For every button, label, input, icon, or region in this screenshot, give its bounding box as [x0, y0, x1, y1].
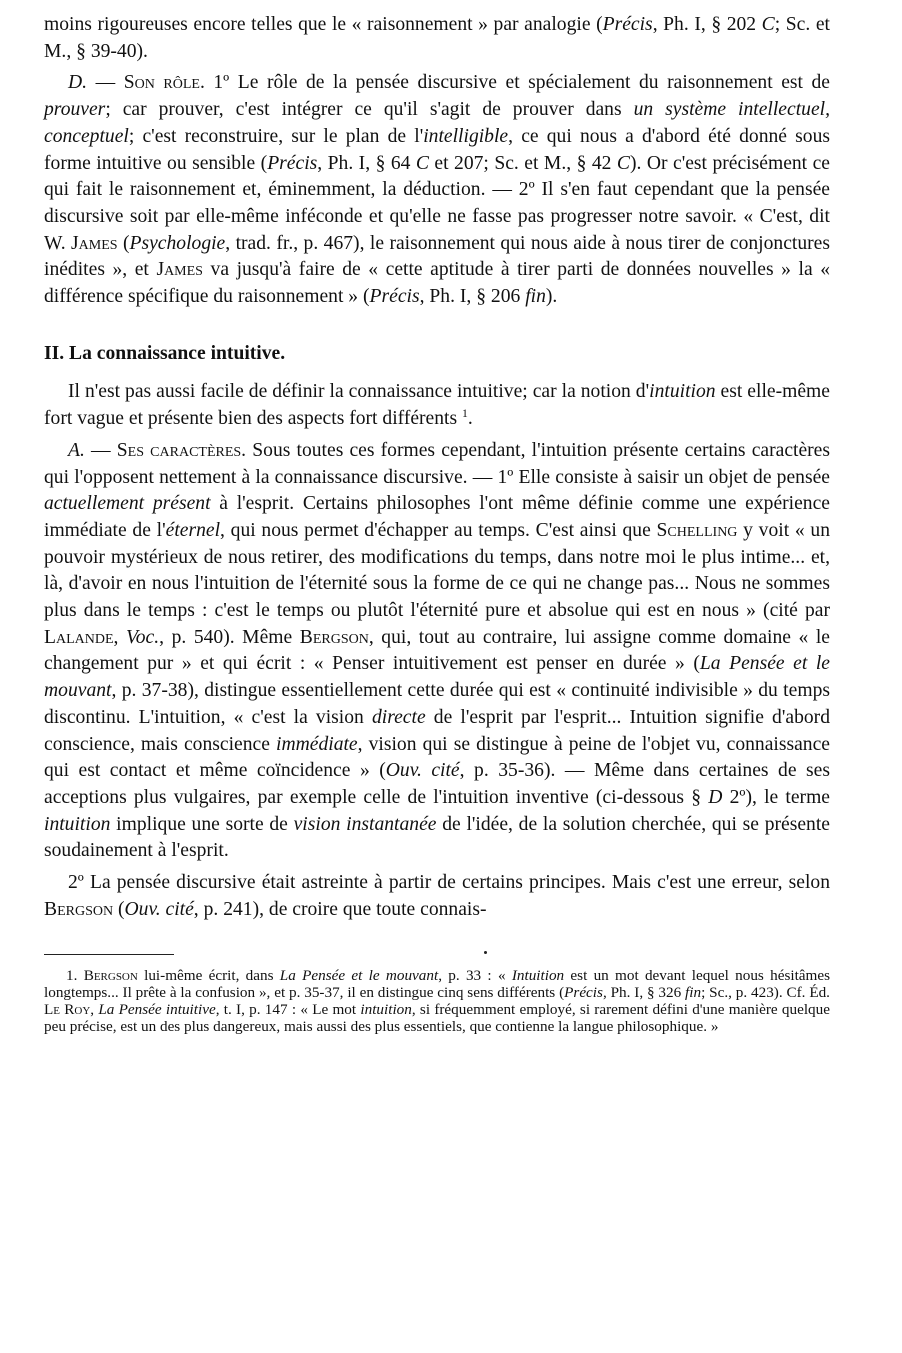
text-run: 2º La pensée discursive était astreinte à partir de certains principes. Mais c'est une erreur, selon	[68, 872, 830, 894]
italic-run: intuition	[649, 381, 716, 403]
italic-run: Voc.	[125, 626, 160, 648]
italic-run: Psychologie	[129, 232, 226, 254]
text-run: 1º Le rôle de la pensée discursive et spécialement du raisonnement est de	[204, 72, 830, 94]
text-run: , si fréquemment employé, si rarement défini d'une manière quelque peu précise, est un des plus dangereux, mais aussi des plus essentiels, que contienne la langue philosophique. »	[44, 1000, 830, 1036]
text-run: et 207; Sc. et M., § 42	[428, 152, 617, 174]
author-name: Bergson	[44, 898, 114, 920]
author-name: James	[71, 232, 118, 254]
text-run: , p. 540). Même	[159, 626, 300, 648]
text-run: , Ph. I, § 202	[652, 14, 762, 35]
footnote-ref: 1	[462, 407, 468, 421]
paragraph-son-role	[44, 70, 830, 310]
italic-run: Ouv. cité	[124, 898, 194, 920]
section-title: Son rôle.	[123, 72, 205, 94]
text-run: , trad. fr., p. 467), le raisonnement qui nous aide à nous tirer de conjonctures inédites », et	[44, 232, 830, 281]
author-name: Schelling	[656, 519, 738, 541]
italic-run: La Pensée et le mouvant	[279, 966, 439, 984]
italic-run: C	[415, 152, 429, 174]
footnote-divider	[44, 954, 174, 955]
section-label: D.	[68, 72, 88, 94]
section-title: Ses caractères.	[116, 439, 247, 461]
text-run: est un mot devant lequel nous hésitâmes longtemps... Il prête à la confusion », et p. 35-37, il en distingue cinq sens différents (	[44, 966, 830, 1001]
author-name: Bergson	[299, 626, 369, 648]
italic-run: vision instantanée	[293, 813, 437, 835]
text-run: y voit « un pouvoir mystérieux de nous retirer, des modifications du temps, dans notre moi le plus intime... et, là, d'avoir en nous l'intuition de l'éternité sous la forme de ce qui ne change pas... Nous ne sommes plus dans le temps : c'est le temps ou plutôt l'éternité pure et absolue qui est en nous » (cité par	[44, 519, 830, 622]
italic-run: Précis	[267, 152, 318, 174]
text-run: (	[113, 898, 125, 920]
italic-run: directe	[371, 706, 426, 728]
italic-run: Précis	[564, 983, 603, 1001]
text-run: ; Sc., p. 423). Cf. Éd.	[701, 983, 830, 1001]
text-run: , p. 35-36). — Même dans certaines de ses acceptions plus vulgaires, par exemple celle de l'intuition inventive (ci-dessous §	[44, 760, 830, 808]
section-label: A.	[68, 439, 85, 461]
text-run: , vision qui se distingue à peine de l'objet vu, connaissance qui est contact et même coïncidence » (	[44, 733, 830, 782]
text-run: , qui, tout au contraire, lui assigne comme domaine « le changement pur » et qui écrit : « Penser intuitivement est penser en durée » (	[44, 626, 831, 675]
text-run: ,	[90, 1000, 99, 1018]
paragraph-analogy-end	[44, 12, 830, 65]
text-run: , p. 33 : «	[438, 966, 512, 984]
italic-run: un système intellectuel, conceptuel	[44, 99, 830, 147]
italic-run: intuition	[360, 1000, 412, 1018]
text-run: , p. 37-38), distingue essentiellement cette durée qui est « continuité indivisible » du temps discontinu. L'intuition, « c'est la vision	[44, 680, 830, 728]
text-run: Sous toutes ces formes cependant, l'intuition présente certains caractères qui l'opposent nettement à la connaissance discursive. — 1º Elle consiste à saisir un objet de pensée	[44, 439, 831, 488]
italic-run: Précis	[602, 14, 653, 35]
text-run: —	[84, 439, 117, 461]
footnote	[44, 967, 830, 1036]
italic-run: D	[708, 786, 723, 808]
text-run: est elle-même fort vague et présente bien des aspects fort différents	[44, 381, 830, 430]
divider-dot	[484, 951, 487, 954]
italic-run: Intuition	[511, 966, 565, 984]
text-run: , ce qui nous a d'abord été donné sous forme intuitive ou sensible (	[44, 125, 831, 174]
text-run: , Ph. I, § 326	[602, 983, 686, 1001]
text-run: moins rigoureuses encore telles que le « raisonnement » par analogie (	[44, 14, 603, 35]
text-run: ; c'est reconstruire, sur le plan de l'	[128, 125, 424, 147]
section-heading: II. La connaissance intuitive.	[44, 342, 286, 364]
text-run: , Ph. I, § 64	[317, 152, 416, 174]
author-name: James	[156, 259, 203, 281]
italic-run: C	[761, 14, 775, 35]
text-run: , Ph. I, § 206	[419, 286, 526, 308]
text-run: —	[87, 72, 124, 94]
italic-run: prouver	[44, 99, 106, 121]
page	[44, 12, 830, 1035]
text-run: ,	[113, 626, 126, 648]
text-run: ; car prouver, c'est intégrer ce qu'il s'agit de prouver dans	[105, 99, 634, 121]
italic-run: C	[616, 152, 630, 174]
italic-run: La Pensée intuitive	[98, 1000, 216, 1018]
text-run: va jusqu'à faire de « cette aptitude à tirer parti de données nouvelles » la « différence spécifique du raisonnement » (	[44, 259, 830, 308]
text-run: de l'idée, de la solution cherchée, qui se présente soudainement à l'esprit.	[44, 813, 830, 862]
italic-run: actuellement présent	[44, 493, 211, 515]
text-run: .	[467, 408, 473, 430]
paragraph-intuition-intro	[44, 379, 830, 432]
text-run: ).	[545, 286, 558, 308]
italic-run: Précis	[369, 286, 420, 308]
text-run: Il n'est pas aussi facile de définir la connaissance intuitive; car la notion d'	[68, 381, 650, 403]
text-run: ; Sc. et M., § 39-40).	[44, 14, 830, 62]
text-run: à l'esprit. Certains philosophes l'ont même définie comme une expérience immédiate de l'	[44, 493, 830, 541]
italic-run: fin	[525, 286, 546, 308]
italic-run: immédiate	[276, 733, 358, 755]
text-run: (	[117, 232, 130, 254]
paragraph-second-point	[44, 870, 830, 923]
paragraph-ses-caracteres	[44, 438, 830, 865]
text-run: , t. I, p. 147 : « Le mot	[215, 1000, 361, 1018]
text-run: ). Or c'est précisément ce qui fait le raisonnement et, éminemment, la déduction. — 2º Il s'en faut cependant que la pensée discursive soit par elle-même inféconde et qu'elle ne fasse pas progresser notre savoir. « C'est, dit W.	[44, 152, 830, 254]
italic-run: intuition	[44, 813, 111, 835]
text-run: , p. 241), de croire que toute connais-	[193, 898, 487, 920]
italic-run: La Pensée et le mouvant	[44, 653, 830, 702]
italic-run: intelligible	[423, 125, 509, 147]
text-run: 2º), le terme	[722, 786, 831, 808]
italic-run: fin	[685, 983, 702, 1001]
italic-run: Ouv. cité	[385, 760, 460, 782]
footnote-number: 1.	[66, 966, 84, 984]
text-run: implique une sorte de	[110, 813, 294, 835]
text-run: , qui nous permet d'échapper au temps. C'est ainsi que	[220, 519, 657, 541]
italic-run: éternel	[165, 519, 221, 541]
text-run: de l'esprit par l'esprit... Intuition signifie d'abord conscience, mais conscience	[44, 706, 830, 755]
text-run: lui-même écrit, dans	[137, 966, 280, 984]
author-name: Bergson	[83, 966, 138, 984]
author-name: Le Roy	[44, 1000, 91, 1018]
author-name: Lalande	[44, 626, 114, 648]
